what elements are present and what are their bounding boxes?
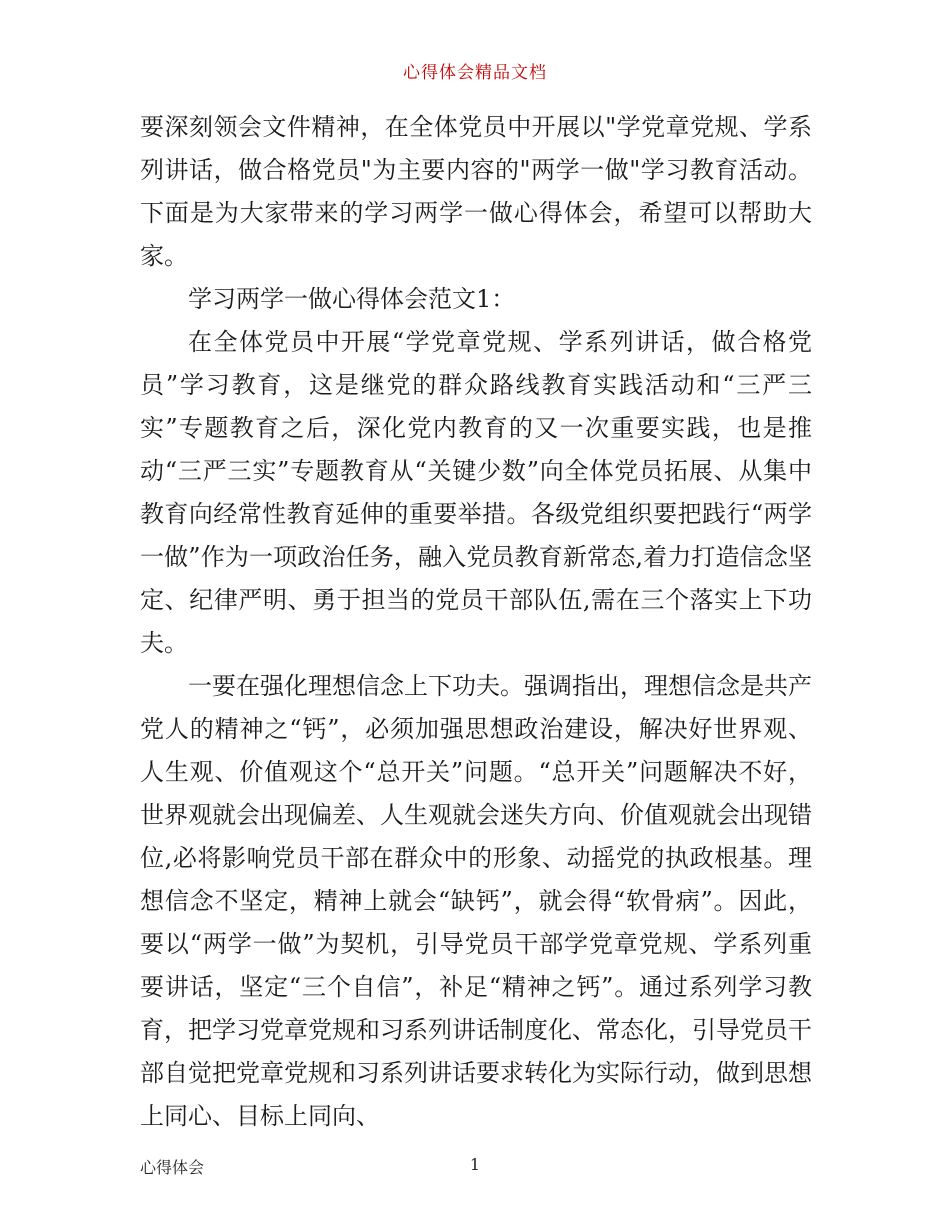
footer-label: 心得体会 bbox=[140, 1158, 205, 1177]
section-heading: 学习两学一做心得体会范文1： bbox=[188, 285, 516, 313]
document-body bbox=[140, 106, 812, 1138]
page-header-title: 心得体会精品文档 bbox=[403, 63, 547, 83]
body-paragraph: 在全体党员中开展“学党章党规、学系列讲话，做合格党员”学习教育，这是继党的群众路线教育实践活动和“三严三实”专题教育之后，深化党内教育的又一次重要实践，也是推动“三严三实”专题教育从“关键少数”向全体党员拓展、从集中教育向经常性教育延伸的重要举措。各级党组织要把践行“两学一做”作为一项政治任务，融入党员教育新常态,着力打造信念坚定、纪律严明、勇于担当的党员干部队伍,需在三个落实上下功夫。 bbox=[140, 328, 812, 657]
intro-paragraph: 要深刻领会文件精神，在全体党员中开展以"学党章党规、学系列讲话，做合格党员"为主要内容的"两学一做"学习教育活动。下面是为大家带来的学习两学一做心得体会，希望可以帮助大家。 bbox=[140, 113, 812, 270]
body-paragraph: 一要在强化理想信念上下功夫。强调指出，理想信念是共产党人的精神之“钙”，必须加强思想政治建设，解决好世界观、人生观、价值观这个“总开关”问题。“总开关”问题解决不好，世界观就会出现偏差、人生观就会迷失方向、价值观就会出现错位,必将影响党员干部在群众中的形象、动摇党的执政根基。理想信念不坚定，精神上就会“缺钙”，就会得“软骨病”。因此，要以“两学一做”为契机，引导党员干部学党章党规、学系列重要讲话，坚定“三个自信”，补足“精神之钙”。通过系列学习教育，把学习党章党规和习系列讲话制度化、常态化，引导党员干部自觉把党章党规和习系列讲话要求转化为实际行动，做到思想上同心、目标上同向、 bbox=[140, 672, 812, 1130]
page-number: 1 bbox=[469, 1155, 481, 1174]
